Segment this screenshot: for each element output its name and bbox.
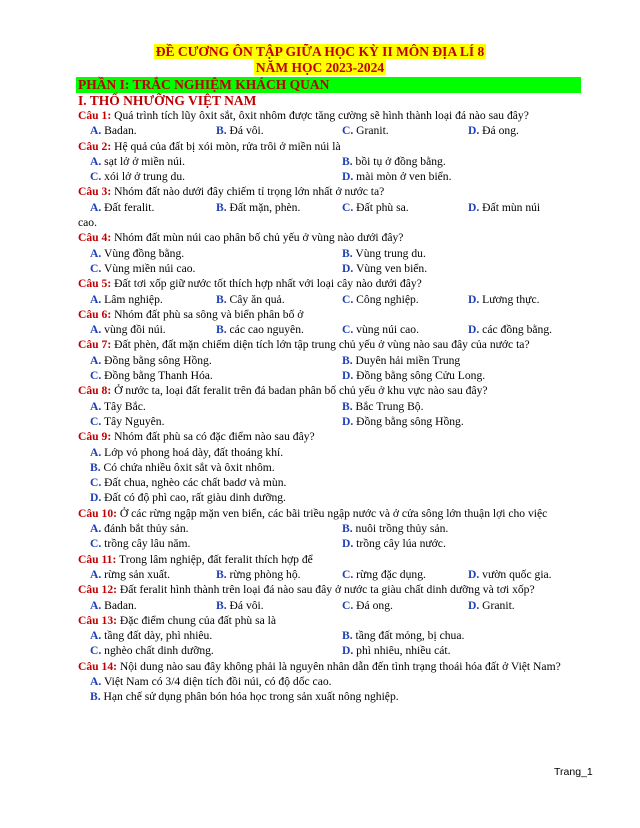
question-2 — [78, 139, 582, 185]
answer-option — [78, 414, 330, 429]
option-text: Badan. — [101, 598, 137, 612]
option-text: Duyên hải miền Trung — [352, 353, 461, 367]
option-letter: B. — [216, 598, 227, 612]
answer-option — [204, 123, 330, 138]
option-letter: A. — [90, 353, 102, 367]
option-text: các đồng bằng. — [479, 323, 553, 337]
option-text: Đất chua, nghèo các chất badơ và mùn. — [101, 476, 287, 490]
question-stem — [78, 184, 582, 199]
answer-option — [456, 598, 582, 613]
option-letter: B. — [216, 124, 227, 138]
answer-option — [330, 261, 582, 276]
option-letter: C. — [90, 170, 102, 184]
option-text: rừng đặc dụng. — [353, 567, 426, 581]
option-letter: B. — [216, 292, 227, 306]
question-stem — [78, 429, 582, 444]
option-letter: B. — [342, 246, 353, 260]
option-text: xói lở ở trung du. — [101, 170, 186, 184]
answer-option — [330, 123, 456, 138]
option-letter: A. — [90, 292, 102, 306]
answer-option — [78, 460, 582, 475]
option-text: Cây ăn quả. — [226, 292, 285, 306]
question-stem — [78, 552, 582, 567]
answer-option — [78, 536, 330, 551]
answer-option — [78, 628, 330, 643]
answer-option — [78, 200, 204, 215]
answer-option — [204, 292, 330, 307]
question-stem — [78, 506, 582, 521]
option-letter: D. — [468, 200, 480, 214]
question-stem — [78, 337, 582, 352]
option-letter: A. — [90, 598, 102, 612]
option-letter: A. — [90, 629, 102, 643]
option-text: Granit. — [353, 124, 389, 138]
option-text: Bắc Trung Bộ. — [352, 399, 424, 413]
option-letter: A. — [90, 124, 102, 138]
option-text: Vùng ven biển. — [353, 261, 428, 275]
option-text: trồng cây lúa nước. — [353, 537, 446, 551]
question-text: Đặc điểm chung của đất phù sa là — [116, 613, 277, 627]
answer-options — [78, 628, 582, 659]
school-year: NĂM HỌC 2023-2024 — [255, 60, 385, 75]
option-letter: C. — [90, 261, 102, 275]
question-text: Đất feralit hình thành trên loại đá nào sau đây ở nước ta giàu chất dinh dưỡng và tơi xốp? — [116, 583, 535, 597]
answer-option — [330, 368, 582, 383]
answer-options — [78, 123, 582, 138]
answer-option — [78, 689, 582, 704]
option-text: tầng đất mỏng, bị chua. — [352, 629, 465, 643]
question-8 — [78, 383, 582, 429]
answer-option — [78, 567, 204, 582]
question-stem — [78, 582, 582, 597]
answer-option — [78, 246, 330, 261]
question-3 — [78, 184, 582, 230]
option-text: Có chứa nhiều ôxit sắt và ôxit nhôm. — [100, 460, 275, 474]
option-letter: A. — [90, 674, 102, 688]
option-text: Lớp vỏ phong hoá dày, đất thoáng khí. — [101, 445, 284, 459]
question-text: Đất phèn, đất mặn chiếm diện tích lớn tập trung chủ yếu ở vùng nào sau đây của nước ta? — [111, 338, 530, 352]
answer-option — [330, 292, 456, 307]
option-text: Đồng bằng sông Hồng. — [101, 353, 212, 367]
answer-option — [78, 445, 582, 460]
option-text: rừng sản xuất. — [101, 567, 171, 581]
option-text: vùng đồi núi. — [101, 323, 166, 337]
option-letter: D. — [468, 323, 480, 337]
option-text: Tây Bắc. — [101, 399, 146, 413]
option-letter: A. — [90, 200, 102, 214]
option-text: vùng núi cao. — [353, 323, 419, 337]
option-text: đánh bắt thủy sản. — [101, 522, 189, 536]
answer-options — [78, 200, 582, 215]
answer-option — [330, 567, 456, 582]
option-letter: B. — [342, 522, 353, 536]
answer-option — [330, 414, 582, 429]
option-letter: C. — [342, 598, 354, 612]
answer-options — [78, 521, 582, 552]
question-stem — [78, 139, 582, 154]
answer-options — [78, 598, 582, 613]
option-text: bồi tụ ở đồng bằng. — [352, 154, 446, 168]
question-text: Ở nước ta, loại đất feralit trên đá badan phân bố chủ yếu ở khu vực nào sau đây? — [111, 384, 488, 398]
answer-options — [78, 674, 582, 705]
question-5 — [78, 276, 582, 307]
question-label: Câu 8: — [78, 384, 112, 398]
page-number: Trang_1 — [554, 766, 593, 778]
answer-option — [330, 322, 456, 337]
question-text: Nhóm đất nào dưới đây chiếm tỉ trọng lớn nhất ở nước ta? — [111, 185, 385, 199]
question-text: Nội dung nào sau đây không phải là nguyên nhân dẫn đến tình trạng thoái hóa đất ở Việt Nam? — [116, 659, 561, 673]
answer-option — [330, 598, 456, 613]
option-letter: C. — [90, 644, 102, 658]
question-label: Câu 3: — [78, 185, 112, 199]
option-letter: B. — [342, 629, 353, 643]
answer-option — [330, 628, 582, 643]
option-text: Vùng trung du. — [352, 246, 426, 260]
option-text: Việt Nam có 3/4 diện tích đồi núi, có độ dốc cao. — [101, 674, 332, 688]
answer-option — [78, 475, 582, 490]
option-text: vườn quốc gia. — [479, 567, 552, 581]
option-letter: A. — [90, 399, 102, 413]
question-9 — [78, 429, 582, 505]
option-letter: C. — [90, 414, 102, 428]
answer-option — [204, 322, 330, 337]
option-letter: C. — [342, 200, 354, 214]
option-text: Đá ong. — [479, 124, 519, 138]
answer-options — [78, 154, 582, 185]
answer-option — [78, 674, 582, 689]
question-14 — [78, 659, 582, 705]
option-letter: D. — [468, 567, 480, 581]
question-12 — [78, 582, 582, 613]
question-7 — [78, 337, 582, 383]
answer-option — [78, 322, 204, 337]
answer-option — [204, 567, 330, 582]
option-continuation: cao. — [78, 216, 97, 230]
answer-option — [456, 322, 582, 337]
answer-option — [456, 292, 582, 307]
question-stem — [78, 230, 582, 245]
answer-option — [330, 521, 582, 536]
answer-option — [330, 643, 582, 658]
option-letter: D. — [468, 292, 480, 306]
option-letter: B. — [90, 690, 101, 704]
question-list — [78, 108, 582, 705]
option-text: Đồng bằng Thanh Hóa. — [101, 369, 213, 383]
option-text: Lương thực. — [479, 292, 540, 306]
option-text: nghèo chất dinh dưỡng. — [101, 644, 214, 658]
answer-option — [78, 261, 330, 276]
option-letter: B. — [90, 460, 101, 474]
option-letter: B. — [216, 567, 227, 581]
option-text: Badan. — [101, 124, 137, 138]
option-text: phì nhiêu, nhiều cát. — [353, 644, 451, 658]
question-stem — [78, 659, 582, 674]
answer-options — [78, 292, 582, 307]
option-letter: A. — [90, 246, 102, 260]
answer-option — [78, 521, 330, 536]
option-text: Lâm nghiệp. — [101, 292, 163, 306]
answer-option — [78, 123, 204, 138]
option-text: Đồng bằng sông Hồng. — [353, 414, 464, 428]
option-letter: B. — [342, 154, 353, 168]
option-text: nuôi trồng thủy sản. — [352, 522, 449, 536]
question-label: Câu 12: — [78, 583, 117, 597]
option-text: Đất feralit. — [101, 200, 155, 214]
question-text: Đất tơi xốp giữ nước tốt thích hợp nhất với loại cây nào dưới đây? — [111, 277, 422, 291]
document-title: ĐỀ CƯƠNG ÔN TẬP GIỮA HỌC KỲ II MÔN ĐỊA LÍ 8 — [155, 44, 485, 59]
question-11 — [78, 552, 582, 583]
option-letter: D. — [342, 369, 354, 383]
answer-option — [78, 399, 330, 414]
question-text: Nhóm đất phù sa sông và biển phân bố ở — [111, 307, 304, 321]
option-text: trồng cây lâu năm. — [101, 537, 191, 551]
answer-option — [456, 123, 582, 138]
answer-options — [78, 246, 582, 277]
question-label: Câu 9: — [78, 430, 112, 444]
option-text: rừng phòng hộ. — [226, 567, 301, 581]
question-label: Câu 13: — [78, 613, 117, 627]
option-text: Vùng đồng bằng. — [101, 246, 185, 260]
question-6 — [78, 307, 582, 338]
option-letter: D. — [342, 414, 354, 428]
answer-option — [78, 353, 330, 368]
question-text: Nhóm đất phù sa có đặc điểm nào sau đây? — [111, 430, 315, 444]
option-letter: C. — [342, 124, 354, 138]
answer-option — [456, 567, 582, 582]
answer-options — [78, 567, 582, 582]
section-heading: I. THỔ NHƯỠNG VIỆT NAM — [78, 93, 257, 108]
question-label: Câu 5: — [78, 277, 112, 291]
option-text: sạt lở ở miền núi. — [101, 154, 186, 168]
answer-option — [330, 154, 582, 169]
option-letter: D. — [342, 170, 354, 184]
answer-option — [330, 399, 582, 414]
question-label: Câu 1: — [78, 109, 112, 122]
option-text: Đá vôi. — [226, 124, 264, 138]
option-letter: D. — [468, 124, 480, 138]
question-label: Câu 14: — [78, 659, 117, 673]
option-letter: B. — [216, 323, 227, 337]
option-text: các cao nguyên. — [226, 323, 304, 337]
option-letter: A. — [90, 445, 102, 459]
answer-option — [330, 169, 582, 184]
question-stem — [78, 383, 582, 398]
question-text: Quá trình tích lũy ôxit sắt, ôxit nhôm được tăng cường sẽ hình thành loại đá nào sau đây? — [111, 109, 529, 122]
question-text: Ở các rừng ngập mặn ven biển, các bãi triều ngập nước và ở cửa sông lớn thuận lợi cho việc — [116, 506, 548, 520]
answer-option — [78, 598, 204, 613]
option-text: Granit. — [479, 598, 515, 612]
option-letter: D. — [468, 598, 480, 612]
option-letter: B. — [342, 399, 353, 413]
option-letter: A. — [90, 323, 102, 337]
answer-option — [204, 598, 330, 613]
option-letter: B. — [342, 353, 353, 367]
answer-option — [330, 200, 456, 215]
answer-options — [78, 399, 582, 430]
question-label: Câu 2: — [78, 139, 112, 153]
answer-option — [330, 536, 582, 551]
option-text: Đất mặn, phèn. — [226, 200, 301, 214]
question-text: Trong lâm nghiệp, đất feralit thích hợp để — [116, 552, 313, 566]
option-letter: D. — [342, 537, 354, 551]
option-letter: B. — [216, 200, 227, 214]
option-text: Đất phù sa. — [353, 200, 409, 214]
option-text: Tây Nguyên. — [101, 414, 165, 428]
question-stem — [78, 613, 582, 628]
option-text: Hạn chế sử dụng phân bón hóa học trong sản xuất nông nghiệp. — [100, 690, 399, 704]
question-13 — [78, 613, 582, 659]
option-letter: C. — [90, 476, 102, 490]
answer-options — [78, 322, 582, 337]
question-text: Hệ quả của đất bị xói mòn, rửa trôi ở miền núi là — [111, 139, 341, 153]
option-letter: D. — [90, 491, 102, 505]
answer-option — [78, 643, 330, 658]
question-label: Câu 10: — [78, 506, 117, 520]
answer-options — [78, 445, 582, 506]
option-letter: A. — [90, 567, 102, 581]
answer-option — [78, 490, 582, 505]
question-label: Câu 7: — [78, 338, 112, 352]
question-4 — [78, 230, 582, 276]
question-label: Câu 6: — [78, 307, 112, 321]
answer-option — [456, 200, 582, 215]
question-text: Nhóm đất mùn núi cao phân bố chủ yếu ở vùng nào dưới đây? — [111, 231, 404, 245]
option-letter: C. — [90, 537, 102, 551]
option-text: Đồng bằng sông Cửu Long. — [353, 369, 486, 383]
answer-options — [78, 353, 582, 384]
part-heading: PHẦN I: TRẮC NGHIỆM KHÁCH QUAN — [76, 77, 581, 93]
option-text: Đất mùn núi — [479, 200, 541, 214]
option-letter: C. — [342, 292, 354, 306]
option-text: mài mòn ở ven biển. — [353, 170, 452, 184]
answer-option — [78, 169, 330, 184]
question-1 — [78, 108, 582, 139]
option-letter: C. — [342, 323, 354, 337]
option-letter: A. — [90, 522, 102, 536]
option-text: Đá ong. — [353, 598, 393, 612]
answer-option — [78, 154, 330, 169]
question-label: Câu 11: — [78, 552, 117, 566]
option-text: Đá vôi. — [226, 598, 264, 612]
answer-option — [78, 368, 330, 383]
option-letter: D. — [342, 261, 354, 275]
option-letter: A. — [90, 154, 102, 168]
option-text: Công nghiệp. — [353, 292, 419, 306]
option-letter: C. — [90, 369, 102, 383]
option-letter: D. — [342, 644, 354, 658]
option-text: Đất có độ phì cao, rất giàu dinh dưỡng. — [101, 491, 286, 505]
answer-option — [330, 353, 582, 368]
answer-option — [78, 292, 204, 307]
question-10 — [78, 506, 582, 552]
option-text: tầng đất dày, phì nhiêu. — [101, 629, 213, 643]
question-stem — [78, 276, 582, 291]
question-stem — [78, 307, 582, 322]
answer-option — [330, 246, 582, 261]
answer-option — [204, 200, 330, 215]
option-letter: C. — [342, 567, 354, 581]
question-stem — [78, 108, 582, 123]
option-text: Vùng miền núi cao. — [101, 261, 196, 275]
question-label: Câu 4: — [78, 231, 112, 245]
